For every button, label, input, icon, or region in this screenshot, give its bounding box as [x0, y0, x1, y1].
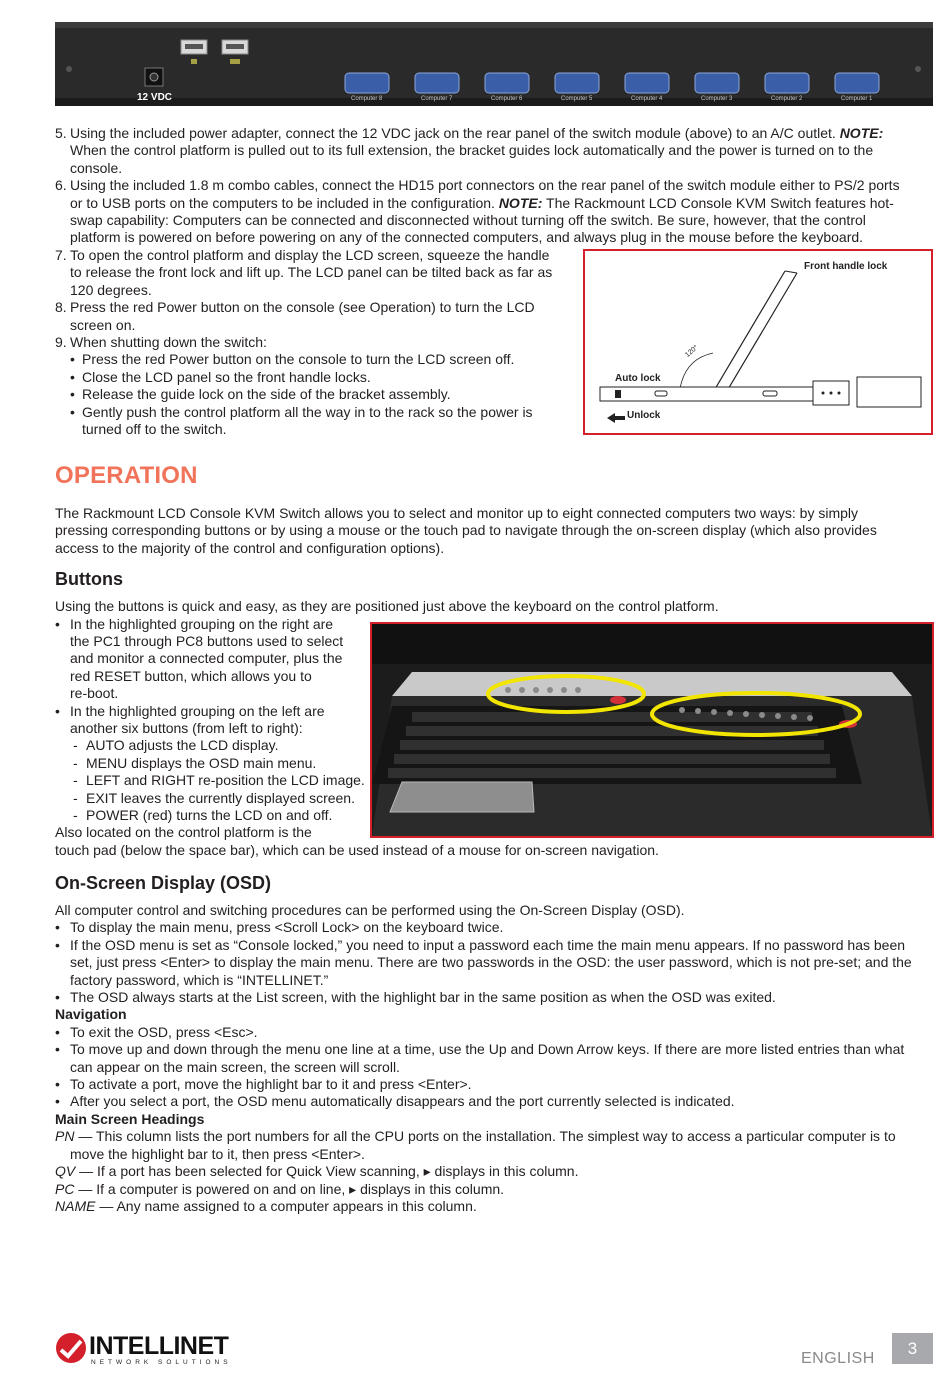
bullet-line: The OSD always starts at the List screen, with the highlight bar in the same position as when the OSD was exited. [70, 989, 776, 1006]
paragraph-line: Also located on the control platform is the [55, 824, 312, 841]
nav-bullet: • To exit the OSD, press <Esc>. [55, 1024, 935, 1041]
dash-item: - POWER (red) turns the LCD on and off. [73, 806, 333, 823]
paragraph-line: All computer control and switching procedures can be performed using the On-Screen Display (OSD). [55, 902, 685, 918]
bullet-line: If the OSD menu is set as “Console locked,” you need to input a password each time the main menu appears. If no password has been [70, 936, 906, 953]
bracket-diagram [585, 251, 931, 433]
operation-intro [55, 505, 935, 557]
pn-definition [55, 1128, 935, 1145]
bullet-line: and monitor a connected computer, plus the [70, 650, 343, 667]
port-label: Computer 5 [561, 96, 593, 102]
bullet-line: another six buttons (from left to right): [70, 719, 303, 736]
port-label: Computer 4 [631, 96, 663, 102]
bullet-line: set, just press <Enter> to display the main menu. There are two passwords in the OSD: the user password, which is not pre-set; and the [70, 954, 912, 971]
definition-text: — If a port has been selected for Quick View scanning, [75, 1163, 424, 1180]
step-8 [55, 299, 575, 334]
bracket-figure [583, 249, 933, 435]
step-text-line: Press the red Power button on the console (see Operation) to turn the LCD [70, 299, 535, 316]
bullet-line: To move up and down through the menu one line at a time, use the Up and Down Arrow keys. If there are more listed entries than what [70, 1041, 905, 1058]
buttons-outro [55, 842, 935, 859]
steps-7-9 [55, 247, 575, 438]
intellinet-logo [55, 1332, 240, 1368]
paragraph-line: The Rackmount LCD Console KVM Switch allows you to select and monitor up to eight connected computers two ways: by simply [55, 505, 859, 521]
definition-text: — This column lists the port numbers for all the CPU ports on the installation. The simplest way to access a particular computer is to [74, 1128, 896, 1145]
port-label: Computer 2 [771, 96, 803, 102]
step-text-line: platform is powered on before powering on any of the connected computers, and always plug in the mouse before the keyboard. [70, 229, 864, 246]
right-arrow-icon: ▸ [423, 1163, 431, 1180]
port-label: Computer 8 [351, 96, 383, 102]
step-text-line: console. [70, 159, 123, 176]
front-handle-lock-label: Front handle lock [804, 261, 888, 272]
osd-body [55, 902, 935, 1215]
step-text-line: To open the control platform and display the LCD screen, squeeze the handle [70, 247, 550, 263]
pc-definition [55, 1181, 935, 1198]
port-label: Computer 1 [841, 96, 873, 102]
definition-text: displays in this column. [430, 1163, 579, 1180]
bullet-line: After you select a port, the OSD menu automatically disappears and the port currently selected is indicated. [70, 1093, 735, 1110]
logo-brand: INTELLINET [89, 1332, 229, 1360]
steps-5-6 [55, 125, 935, 247]
step-text-line: 120 degrees. [70, 281, 152, 298]
step-number: 8. [55, 299, 67, 316]
bullet-text: turned off to the switch. [82, 421, 227, 438]
term-label: QV [55, 1163, 76, 1180]
auto-lock-label: Auto lock [615, 373, 661, 384]
paragraph-line: Using the buttons is quick and easy, as they are positioned just above the keyboard on the control platform. [55, 598, 719, 614]
dash-text: POWER (red) turns the LCD on and off. [86, 806, 333, 823]
step-text-line: The Rackmount LCD Console KVM Switch features hot- [546, 194, 894, 211]
step-text-line: or to USB ports on the computers to be included in the configuration. [70, 194, 495, 211]
step-text-line: Using the included power adapter, connect the 12 VDC jack on the rear panel of the switch module (above) to an A/C outlet. [70, 125, 836, 141]
definition-text: — Any name assigned to a computer appears in this column. [95, 1197, 477, 1214]
bullet-line: In the highlighted grouping on the left are [70, 702, 325, 719]
bullet-line: can appear on the main screen, the screen will scroll. [70, 1058, 400, 1075]
definition-text: move the highlight bar to it, then press <Enter>. [70, 1145, 365, 1162]
bullet-line: To display the main menu, press <Scroll Lock> on the keyboard twice. [70, 919, 504, 936]
bullet-line: To activate a port, move the highlight bar to it and press <Enter>. [70, 1076, 472, 1093]
term-label: PN [55, 1128, 75, 1145]
bullet-line: factory password, which is “INTELLINET.” [70, 971, 329, 988]
nav-bullet: • To activate a port, move the highlight bar to it and press <Enter>. [55, 1076, 935, 1093]
bullet-text: Gently push the control platform all the way in to the rack so the power is [82, 403, 533, 420]
dash-item: - AUTO adjusts the LCD display. [73, 737, 279, 754]
buttons-bullet: • In the highlighted grouping on the left are another six buttons (from left to right): [55, 703, 370, 738]
dash-item: - EXIT leaves the currently displayed screen. [73, 789, 355, 806]
note-label: NOTE: [498, 194, 543, 211]
step-text-line: swap capability: Computers can be connected and disconnected without turning off the switch. Be sure, however, that the control [70, 212, 866, 229]
paragraph-line: pressing corresponding buttons or by using a mouse or the touch pad to navigate through the on-screen display (which also provides [55, 522, 877, 539]
nav-bullet: • To move up and down through the menu one line at a time, use the Up and Down Arrow keys. If there are more listed entries than what can appear on the main screen, the screen will scroll. [55, 1041, 935, 1076]
step-9-bullet: • Release the guide lock on the side of the bracket assembly. [70, 386, 451, 403]
port-label: Computer 7 [421, 96, 453, 102]
term-label: PC [55, 1180, 75, 1197]
step-5 [55, 125, 935, 177]
angle-label: 120° [684, 344, 700, 359]
dash-text: LEFT and RIGHT re-position the LCD image. [86, 772, 365, 789]
rear-panel-image [55, 22, 933, 106]
footer-language: ENGLISH [801, 1350, 875, 1367]
step-number: 7. [55, 247, 67, 263]
definition-text: — If a computer is powered on and on line, [74, 1180, 350, 1197]
keyboard-photo [372, 624, 932, 836]
logo-mark-icon [55, 1332, 87, 1364]
bullet-line: the PC1 through PC8 buttons used to select [70, 632, 344, 649]
buttons-intro [55, 598, 935, 615]
dash-text: AUTO adjusts the LCD display. [86, 737, 279, 754]
step-7 [55, 247, 575, 299]
bullet-line: re-boot. [70, 685, 119, 702]
step-9-bullet: • Press the red Power button on the console to turn the LCD screen off. [70, 351, 515, 368]
term-label: NAME [55, 1197, 96, 1214]
definition-text: displays in this column. [356, 1180, 505, 1197]
port-label: Computer 3 [701, 96, 733, 102]
logo-tagline: NETWORK SOLUTIONS [91, 1359, 232, 1366]
dash-text: EXIT leaves the currently displayed screen. [86, 789, 355, 806]
main-screen-headings-heading: Main Screen Headings [55, 1110, 205, 1127]
step-text-line: Using the included 1.8 m combo cables, connect the HD15 port connectors on the rear panel of the switch module either to PS/2 ports [70, 177, 900, 194]
bullet-text: Release the guide lock on the side of the bracket assembly. [82, 386, 451, 403]
nav-bullet: • After you select a port, the OSD menu automatically disappears and the port currently selected is indicated. [55, 1093, 935, 1110]
rear-panel-svg [55, 22, 933, 106]
operation-heading: OPERATION [55, 462, 198, 489]
port-label: Computer 6 [491, 96, 523, 102]
buttons-heading: Buttons [55, 569, 123, 589]
bullet-line: red RESET button, which allows you to [70, 667, 312, 684]
step-text [70, 195, 935, 212]
osd-heading: On-Screen Display (OSD) [55, 873, 272, 893]
osd-bullet: • To display the main menu, press <Scroll Lock> on the keyboard twice. [55, 919, 935, 936]
bullet-text: Press the red Power button on the console to turn the LCD screen off. [82, 351, 515, 368]
note-label: NOTE: [839, 125, 884, 141]
keyboard-figure [370, 622, 934, 838]
step-9 [55, 334, 575, 351]
buttons-bullet: • In the highlighted grouping on the right are the PC1 through PC8 buttons used to select and monitor a connected computer, plus the red RESET button, which allows you to re-boot. [55, 616, 370, 703]
paragraph-line: access to the majority of the control and configuration options). [55, 539, 445, 556]
bullet-line: To exit the OSD, press <Esc>. [70, 1023, 258, 1040]
dash-text: MENU displays the OSD main menu. [86, 754, 317, 771]
step-9-bullet: • Gently push the control platform all the way in to the rack so the power is turned off to the switch. [70, 403, 533, 438]
step-9-bullet: • Close the LCD panel so the front handle locks. [70, 368, 371, 385]
name-definition [55, 1198, 935, 1215]
step-number: 5. [55, 125, 67, 141]
step-text-line: to release the front lock and lift up. The LCD panel can be tilted back as far as [70, 264, 553, 281]
bullet-line: In the highlighted grouping on the right are [70, 615, 334, 632]
osd-bullet: • The OSD always starts at the List screen, with the highlight bar in the same position as when the OSD was exited. [55, 989, 935, 1006]
buttons-list [55, 616, 370, 842]
step-number: 9. [55, 334, 67, 351]
step-number: 6. [55, 177, 67, 194]
step-text-line: When the control platform is pulled out to its full extension, the bracket guides lock automatically and the power is turned on to the [70, 142, 874, 159]
step-6 [55, 177, 935, 247]
step-text-line: screen on. [70, 316, 136, 333]
bullet-text: Close the LCD panel so the front handle locks. [82, 368, 371, 385]
dash-item: - LEFT and RIGHT re-position the LCD image. [73, 772, 365, 789]
right-arrow-icon: ▸ [349, 1180, 357, 1197]
unlock-label: Unlock [627, 410, 661, 421]
page-number: 3 [892, 1333, 933, 1364]
dash-item: - MENU displays the OSD main menu. [73, 754, 317, 771]
navigation-heading: Navigation [55, 1006, 127, 1023]
osd-bullet: • If the OSD menu is set as “Console locked,” you need to input a password each time the main menu appears. If no password has been set, just press <Enter> to display the main menu. There are two passwords in the OSD: the user password, which is not pre-set; and the factory password, which is “INTELLINET.” [55, 937, 935, 989]
step-text-line: When shutting down the switch: [70, 334, 267, 351]
qv-definition [55, 1163, 935, 1180]
step-text [70, 125, 935, 142]
power-jack-label: 12 VDC [137, 92, 173, 103]
paragraph-line: touch pad (below the space bar), which can be used instead of a mouse for on-screen navigation. [55, 842, 659, 858]
